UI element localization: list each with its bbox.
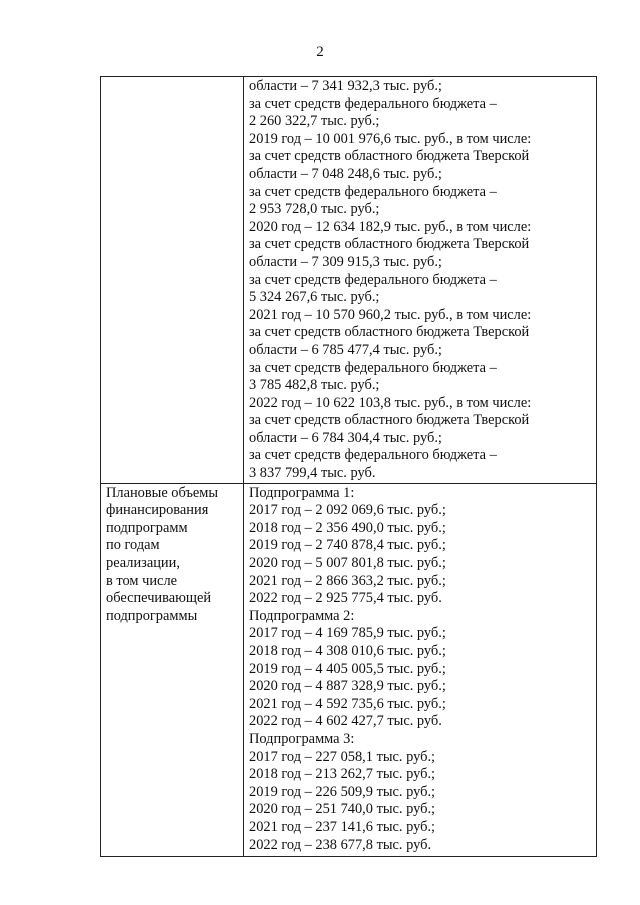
text-line: области – 7 309 915,3 тыс. руб.; bbox=[249, 253, 442, 270]
row1-left-cell bbox=[101, 77, 244, 484]
financing-table bbox=[100, 76, 597, 857]
text-line: 2021 год – 2 866 363,2 тыс. руб.; bbox=[249, 572, 446, 589]
text-line: за счет средств федерального бюджета – bbox=[249, 271, 497, 288]
text-line: обеспечивающей bbox=[106, 590, 212, 607]
text-line: 2021 год – 10 570 960,2 тыс. руб., в том числе: bbox=[249, 306, 532, 323]
text-line: 2020 год – 12 634 182,9 тыс. руб., в том числе: bbox=[249, 218, 532, 235]
row1-right-cell bbox=[244, 77, 597, 484]
text-line: 2022 год – 2 925 775,4 тыс. руб. bbox=[249, 590, 442, 607]
text-line: области – 7 048 248,6 тыс. руб.; bbox=[249, 165, 442, 182]
text-line: 2019 год – 226 509,9 тыс. руб.; bbox=[249, 783, 436, 800]
text-line: 2017 год – 2 092 069,6 тыс. руб.; bbox=[249, 502, 446, 519]
text-line: подпрограмм bbox=[106, 519, 188, 536]
table-row bbox=[101, 77, 597, 484]
text-line: 2022 год – 10 622 103,8 тыс. руб., в том числе: bbox=[249, 394, 532, 411]
text-line: 2020 год – 4 887 328,9 тыс. руб.; bbox=[249, 678, 446, 695]
text-line: 2020 год – 5 007 801,8 тыс. руб.; bbox=[249, 555, 446, 572]
text-line: области – 6 784 304,4 тыс. руб.; bbox=[249, 429, 442, 446]
text-line: области – 7 341 932,3 тыс. руб.; bbox=[249, 78, 442, 94]
text-line: за счет средств федерального бюджета – bbox=[249, 359, 497, 376]
text-line: 5 324 267,6 тыс. руб.; bbox=[249, 289, 380, 306]
text-line: за счет средств областного бюджета Тверской bbox=[249, 236, 530, 253]
text-line: 2017 год – 227 058,1 тыс. руб.; bbox=[249, 748, 436, 765]
text-line: Плановые объемы bbox=[106, 484, 219, 501]
text-line: Подпрограмма 2: bbox=[249, 607, 355, 624]
text-line: за счет средств федерального бюджета – bbox=[249, 183, 497, 200]
text-line: 2019 год – 10 001 976,6 тыс. руб., в том числе: bbox=[249, 130, 532, 147]
text-line: 2 260 322,7 тыс. руб.; bbox=[249, 113, 380, 130]
page-number: 2 bbox=[316, 44, 324, 60]
text-line: 2018 год – 213 262,7 тыс. руб.; bbox=[249, 766, 436, 783]
text-line: 2019 год – 4 405 005,5 тыс. руб.; bbox=[249, 660, 446, 677]
table-row bbox=[101, 483, 597, 856]
text-line: за счет средств областного бюджета Тверской bbox=[249, 324, 530, 341]
row2-right-cell bbox=[244, 483, 597, 856]
text-line: за счет средств федерального бюджета – bbox=[249, 447, 497, 464]
text-line: 2 953 728,0 тыс. руб.; bbox=[249, 201, 380, 218]
text-line: за счет средств федерального бюджета – bbox=[249, 95, 497, 112]
text-line: в том числе bbox=[106, 572, 178, 589]
text-line: 2018 год – 4 308 010,6 тыс. руб.; bbox=[249, 643, 446, 659]
text-line: 2022 год – 4 602 427,7 тыс. руб. bbox=[249, 713, 442, 730]
text-line: 2017 год – 4 169 785,9 тыс. руб.; bbox=[249, 625, 446, 642]
text-line: 3 837 799,4 тыс. руб. bbox=[249, 465, 376, 482]
text-line: 2022 год – 238 677,8 тыс. руб. bbox=[249, 836, 432, 853]
text-line: подпрограммы bbox=[106, 607, 198, 624]
text-line: Подпрограмма 1: bbox=[249, 484, 355, 501]
text-line: финансирования bbox=[106, 502, 209, 519]
text-line: 2019 год – 2 740 878,4 тыс. руб.; bbox=[249, 537, 446, 554]
text-line: 3 785 482,8 тыс. руб.; bbox=[249, 377, 380, 394]
row2-left-cell bbox=[101, 483, 244, 856]
text-line: 2021 год – 237 141,6 тыс. руб.; bbox=[249, 818, 436, 835]
text-line: 2020 год – 251 740,0 тыс. руб.; bbox=[249, 801, 436, 818]
text-line: 2021 год – 4 592 735,6 тыс. руб.; bbox=[249, 695, 446, 712]
text-line: области – 6 785 477,4 тыс. руб.; bbox=[249, 341, 442, 358]
text-line: по годам bbox=[106, 537, 160, 554]
text-line: за счет средств областного бюджета Тверской bbox=[249, 412, 530, 429]
text-line: реализации, bbox=[106, 555, 180, 572]
text-line: 2018 год – 2 356 490,0 тыс. руб.; bbox=[249, 519, 446, 536]
text-line: за счет средств областного бюджета Тверской bbox=[249, 148, 530, 165]
text-line: Подпрограмма 3: bbox=[249, 730, 355, 747]
